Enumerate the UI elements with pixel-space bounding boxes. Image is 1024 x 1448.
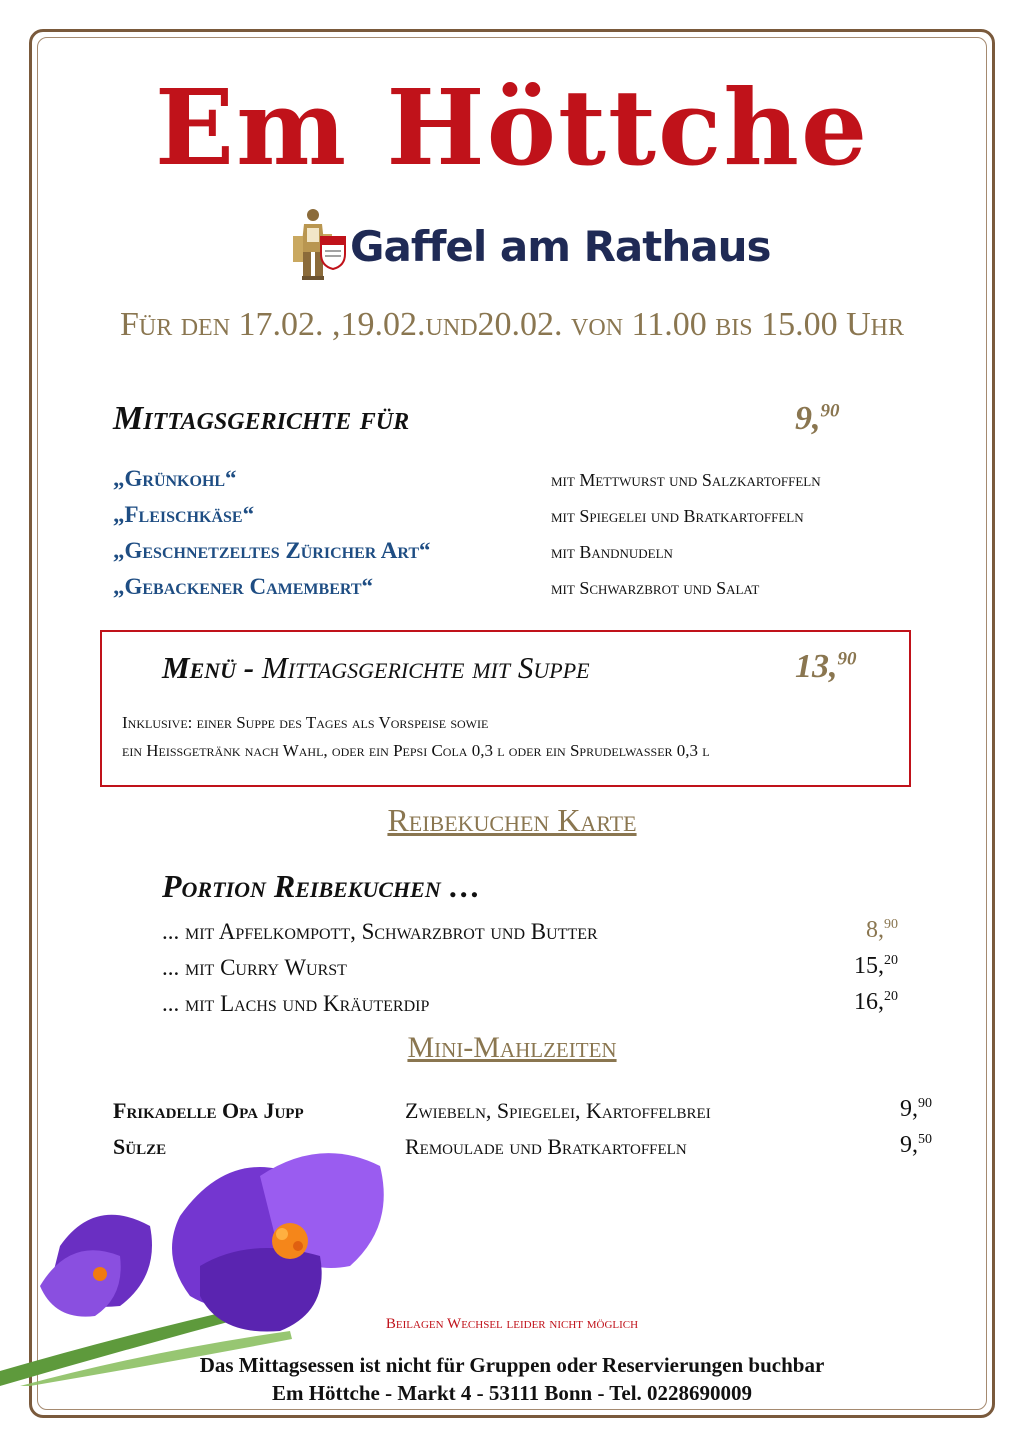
mini-item-price: 9,50: [900, 1132, 932, 1158]
crocus-flower-illustration: [0, 1136, 410, 1386]
dish-side: mit Spiegelei und Bratkartoffeln: [551, 506, 804, 526]
reibekuchen-price: 8,90: [866, 917, 898, 943]
side-change-note: Beilagen Wechsel leider nicht möglich: [385, 1316, 639, 1332]
dish-name: „Gebackener Camembert“: [113, 574, 374, 599]
restaurant-title: Em Höttche: [154, 66, 870, 189]
dish-name: „Fleischkäse“: [113, 502, 255, 527]
reibekuchen-item: ... mit Lachs und Kräuterdip: [162, 991, 430, 1016]
mini-item-name: Frikadelle Opa Jupp: [113, 1098, 304, 1123]
reibekuchen-item: ... mit Curry Wurst: [162, 955, 347, 980]
dish-side: mit Mettwurst und Salzkartoffeln: [551, 470, 821, 490]
footer-address: Em Höttche - Markt 4 - 53111 Bonn - Tel. 0228690009: [271, 1381, 753, 1405]
mini-item-desc: Zwiebeln, Spiegelei, Kartoffelbrei: [405, 1098, 711, 1123]
mini-section-title: Mini-Mahlzeiten: [407, 1031, 617, 1064]
menu-description-line: Inklusive: einer Suppe des Tages als Vorspeise sowie: [122, 713, 489, 732]
reibekuchen-item: ... mit Apfelkompott, Schwarzbrot und Butter: [162, 919, 598, 944]
dish-name: „Geschnetzeltes Züricher Art“: [113, 538, 431, 563]
mini-item-price: 9,90: [900, 1096, 932, 1122]
reibekuchen-price: 15,20: [854, 953, 898, 979]
dish-name: „Grünkohl“: [113, 466, 237, 491]
reibekuchen-price: 16,20: [854, 989, 898, 1015]
menu-description-line: ein Heißgetränk nach Wahl, oder ein Pepsi Cola 0,3 l oder ein Sprudelwasser 0,3 l: [122, 741, 710, 760]
brand-logo-text: Gaffel am Rathaus: [350, 222, 771, 271]
reibekuchen-section-title: Reibekuchen Karte: [387, 802, 637, 838]
footer-group-note: Das Mittagsessen ist nicht für Gruppen oder Reservierungen buchbar: [199, 1353, 825, 1377]
menu-title: Menü - Mittagsgerichte mit Suppe: [162, 650, 590, 685]
mittag-heading: Mittagsgerichte für: [113, 400, 410, 437]
mini-item-name: Sülze: [113, 1134, 167, 1159]
portion-heading: Portion Reibekuchen …: [162, 868, 481, 904]
gaffel-shield-icon: [320, 236, 346, 270]
date-line: Für den 17.02. ,19.02.und20.02. von 11.00 bis 15.00 Uhr: [119, 306, 905, 343]
mittag-price: 9,90: [795, 400, 840, 437]
dish-side: mit Bandnudeln: [551, 542, 673, 562]
dish-side: mit Schwarzbrot und Salat: [551, 578, 760, 598]
menu-price: 13,90: [795, 648, 857, 685]
mini-item-desc: Remoulade und Bratkartoffeln: [405, 1134, 687, 1159]
